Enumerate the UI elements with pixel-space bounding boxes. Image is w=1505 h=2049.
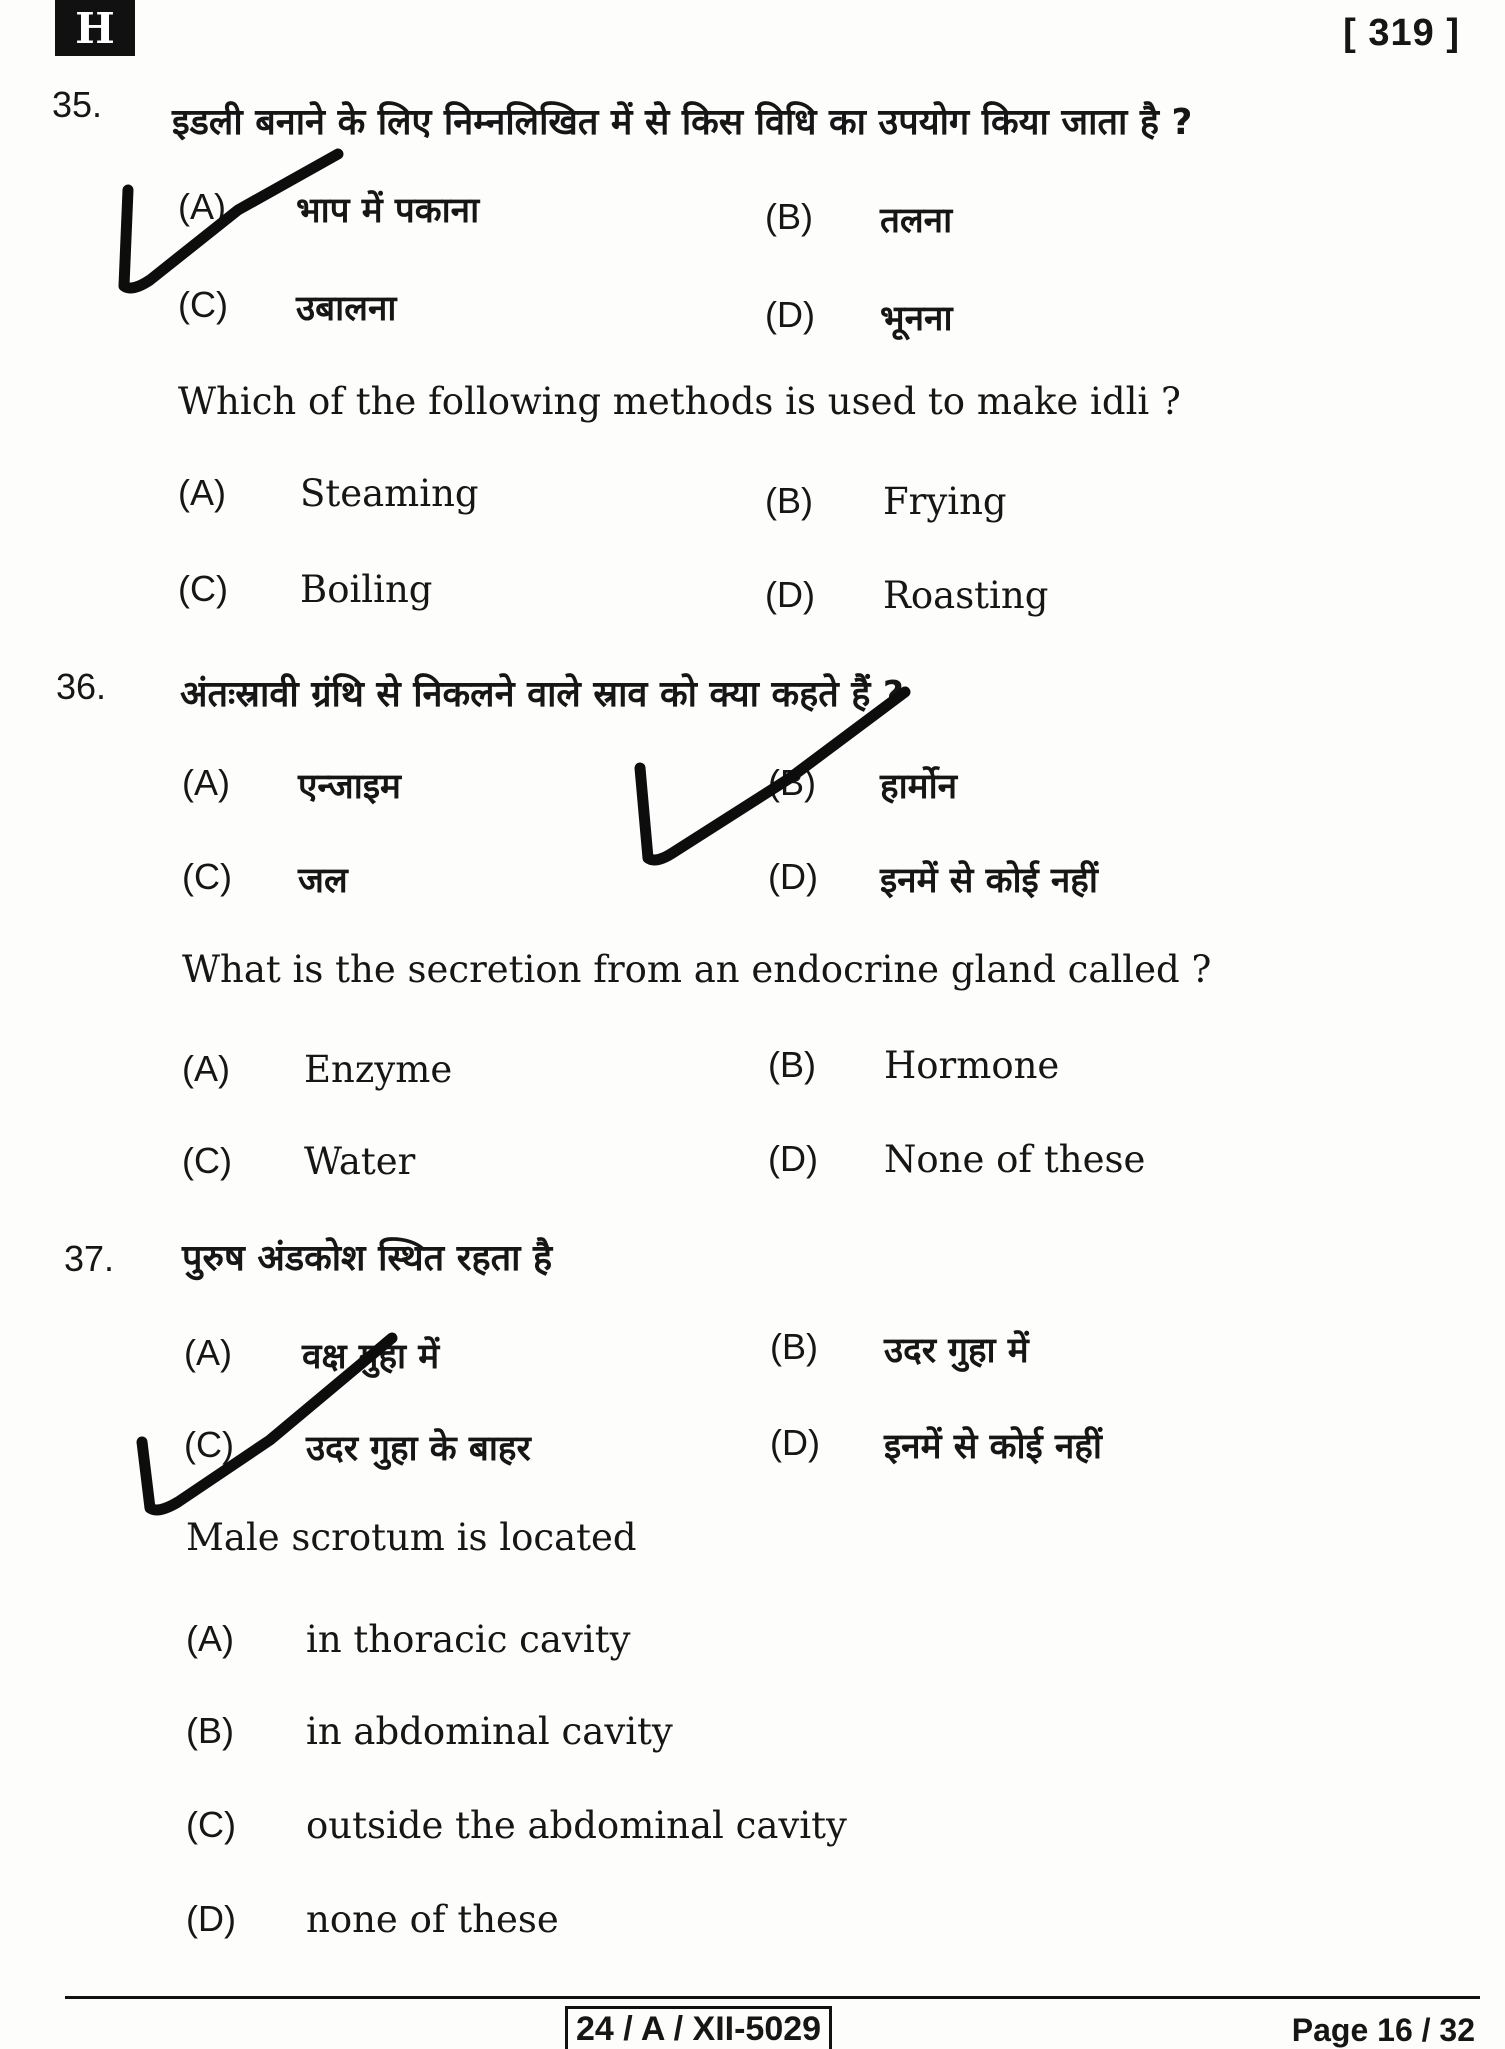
option-letter: (D) bbox=[186, 1898, 236, 1939]
option-text: उदर गुहा के बाहर bbox=[306, 1429, 531, 1469]
option-text: in thoracic cavity bbox=[306, 1618, 631, 1661]
option-letter: (A) bbox=[182, 762, 230, 803]
question-text-english: Which of the following methods is used to make idli ? bbox=[178, 380, 1181, 423]
question-number: 35. bbox=[52, 84, 103, 125]
option-text: तलना bbox=[880, 201, 953, 241]
option-text: भूनना bbox=[880, 299, 953, 339]
option-text: outside the abdominal cavity bbox=[306, 1804, 847, 1847]
option-letter: (C) bbox=[178, 568, 228, 609]
footer-rule bbox=[65, 1996, 1480, 1999]
option-letter: (C) bbox=[182, 856, 232, 897]
question-text-english: Male scrotum is located bbox=[186, 1516, 637, 1559]
option-letter: (D) bbox=[770, 1422, 820, 1463]
option-text: इनमें से कोई नहीं bbox=[884, 1427, 1102, 1467]
option-letter: (C) bbox=[178, 284, 228, 325]
footer-code: 24 / A / XII-5029 bbox=[565, 2006, 832, 2049]
option-letter: (A) bbox=[178, 472, 226, 513]
option-letter: (B) bbox=[765, 480, 813, 521]
option-text: Hormone bbox=[884, 1044, 1060, 1087]
option-letter: (C) bbox=[182, 1140, 232, 1181]
option-letter: (C) bbox=[184, 1424, 234, 1465]
option-text: उदर गुहा में bbox=[884, 1331, 1029, 1371]
option-text: उबालना bbox=[296, 289, 397, 329]
option-letter: (B) bbox=[770, 1326, 818, 1367]
option-text: none of these bbox=[306, 1898, 559, 1941]
question-number: 37. bbox=[64, 1238, 115, 1279]
question-text-english: What is the secretion from an endocrine gland called ? bbox=[182, 948, 1212, 991]
option-letter: (D) bbox=[765, 294, 815, 335]
option-letter: (A) bbox=[182, 1048, 230, 1089]
option-text: Roasting bbox=[883, 574, 1049, 617]
option-text: Frying bbox=[883, 480, 1007, 523]
option-letter: (D) bbox=[765, 574, 815, 615]
option-text: हार्मोन bbox=[880, 767, 958, 807]
question-text-hindi: पुरुष अंडकोश स्थित रहता है bbox=[182, 1238, 553, 1279]
option-text: जल bbox=[298, 861, 348, 901]
option-text: None of these bbox=[884, 1138, 1146, 1181]
section-badge: H bbox=[55, 0, 135, 56]
option-letter: (B) bbox=[765, 196, 813, 237]
option-letter: (D) bbox=[768, 856, 818, 897]
option-text: वक्ष गुहा में bbox=[302, 1337, 440, 1377]
option-letter: (B) bbox=[186, 1710, 234, 1751]
question-number: 36. bbox=[56, 666, 107, 707]
option-letter: (C) bbox=[186, 1804, 236, 1845]
option-text: इनमें से कोई नहीं bbox=[880, 861, 1098, 901]
option-text: Enzyme bbox=[304, 1048, 453, 1091]
option-letter: (A) bbox=[178, 186, 226, 227]
option-text: भाप में पकाना bbox=[296, 191, 480, 231]
option-letter: (B) bbox=[768, 762, 816, 803]
option-text: एन्जाइम bbox=[298, 767, 401, 807]
option-letter: (B) bbox=[768, 1044, 816, 1085]
option-letter: (D) bbox=[768, 1138, 818, 1179]
paper-code: [ 319 ] bbox=[1343, 12, 1460, 54]
option-text: in abdominal cavity bbox=[306, 1710, 673, 1753]
footer-page-number: Page 16 / 32 bbox=[1291, 2012, 1475, 2048]
question-text-hindi: इडली बनाने के लिए निम्नलिखित में से किस विधि का उपयोग किया जाता है ? bbox=[172, 102, 1193, 143]
option-letter: (A) bbox=[184, 1332, 232, 1373]
option-text: Boiling bbox=[300, 568, 433, 611]
option-letter: (A) bbox=[186, 1618, 234, 1659]
option-text: Steaming bbox=[300, 472, 479, 515]
option-text: Water bbox=[304, 1140, 416, 1183]
question-text-hindi: अंतःस्रावी ग्रंथि से निकलने वाले स्राव को क्या कहते हैं ? bbox=[180, 674, 904, 715]
